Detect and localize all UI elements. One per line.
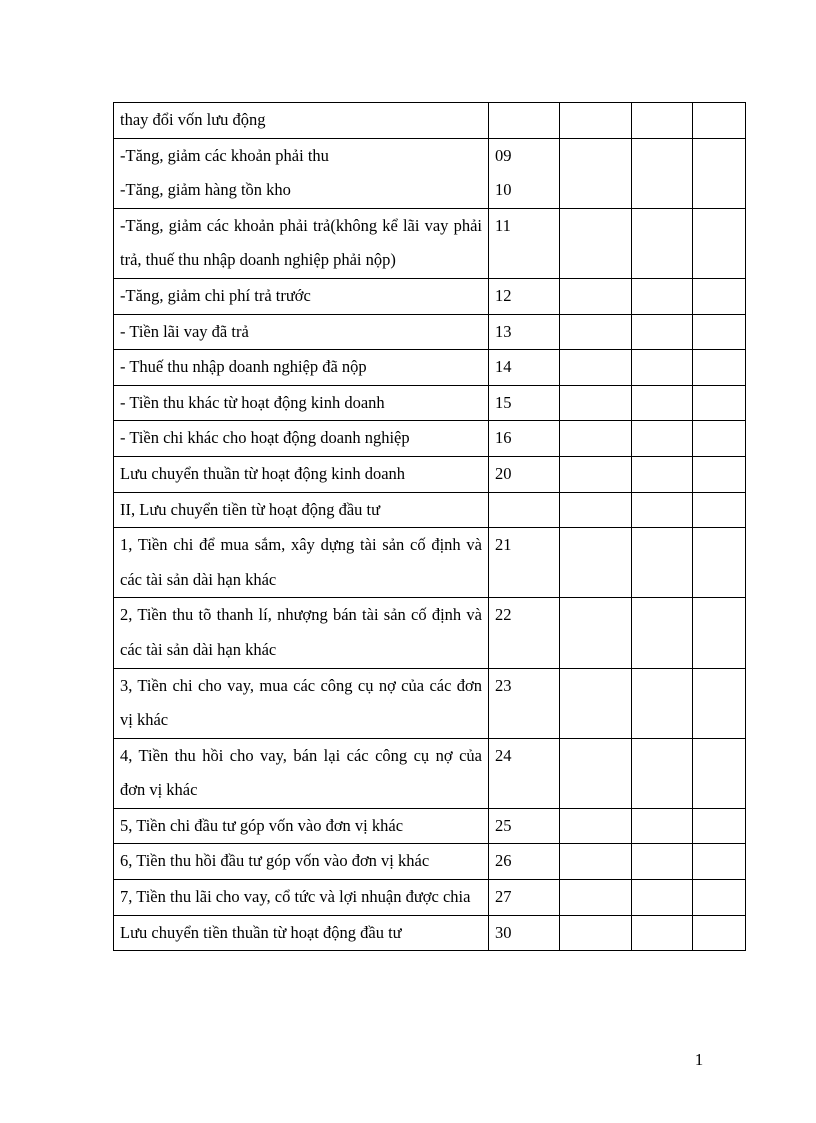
table-row bbox=[114, 314, 746, 350]
value-cell bbox=[560, 808, 632, 844]
value-cell bbox=[560, 314, 632, 350]
item-code: 30 bbox=[495, 922, 512, 942]
item-description: -Tăng, giảm hàng tồn kho bbox=[120, 180, 291, 200]
item-description-cell bbox=[114, 138, 489, 208]
item-description: - Tiền thu khác từ hoạt động kinh doanh bbox=[120, 392, 385, 412]
table-row bbox=[114, 668, 746, 738]
value-cell bbox=[632, 880, 693, 916]
value-cell bbox=[693, 598, 746, 668]
value-cell bbox=[560, 103, 632, 139]
item-code: 16 bbox=[495, 428, 512, 448]
item-description-cell bbox=[114, 808, 489, 844]
item-code-cell bbox=[489, 138, 560, 208]
item-description: 4, Tiền thu hồi cho vay, bán lại các công cụ nợ của đơn vị khác bbox=[120, 745, 482, 800]
value-cell bbox=[560, 668, 632, 738]
value-cell bbox=[693, 880, 746, 916]
item-code-cell bbox=[489, 208, 560, 278]
item-code-cell bbox=[489, 738, 560, 808]
item-code-cell bbox=[489, 350, 560, 386]
item-code-cell bbox=[489, 528, 560, 598]
item-description: 5, Tiền chi đầu tư góp vốn vào đơn vị khác bbox=[120, 815, 404, 835]
item-code-cell bbox=[489, 880, 560, 916]
item-code-cell bbox=[489, 421, 560, 457]
item-code: 24 bbox=[495, 745, 512, 765]
value-cell bbox=[693, 385, 746, 421]
item-description: Lưu chuyển thuần từ hoạt động kinh doanh bbox=[120, 463, 406, 483]
item-code: 23 bbox=[495, 675, 512, 695]
item-description-cell bbox=[114, 208, 489, 278]
value-cell bbox=[632, 668, 693, 738]
item-code-cell bbox=[489, 385, 560, 421]
value-cell bbox=[560, 421, 632, 457]
value-cell bbox=[693, 915, 746, 951]
value-cell bbox=[632, 456, 693, 492]
table-row bbox=[114, 844, 746, 880]
item-description: 3, Tiền chi cho vay, mua các công cụ nợ của các đơn vị khác bbox=[120, 675, 482, 730]
item-description-cell bbox=[114, 314, 489, 350]
table-row bbox=[114, 278, 746, 314]
value-cell bbox=[693, 278, 746, 314]
item-code: 13 bbox=[495, 321, 512, 341]
item-description: 6, Tiền thu hồi đầu tư góp vốn vào đơn vị khác bbox=[120, 851, 430, 871]
value-cell bbox=[632, 738, 693, 808]
item-description: - Thuế thu nhập doanh nghiệp đã nộp bbox=[120, 357, 367, 377]
value-cell bbox=[560, 844, 632, 880]
item-code-cell bbox=[489, 808, 560, 844]
item-description-cell bbox=[114, 456, 489, 492]
value-cell bbox=[560, 880, 632, 916]
item-code: 09 bbox=[495, 145, 512, 165]
item-code: 10 bbox=[495, 180, 512, 200]
item-description-cell bbox=[114, 421, 489, 457]
value-cell bbox=[560, 738, 632, 808]
item-code: 21 bbox=[495, 535, 512, 555]
item-code: 14 bbox=[495, 357, 512, 377]
value-cell bbox=[560, 278, 632, 314]
value-cell bbox=[632, 103, 693, 139]
item-description-cell bbox=[114, 880, 489, 916]
item-code-cell bbox=[489, 456, 560, 492]
table-row bbox=[114, 915, 746, 951]
item-code: 27 bbox=[495, 887, 512, 907]
item-description: 1, Tiền chi để mua sắm, xây dựng tài sản cố định và các tài sản dài hạn khác bbox=[120, 535, 482, 589]
table-row bbox=[114, 421, 746, 457]
item-description: II, Lưu chuyển tiền từ hoạt động đầu tư bbox=[120, 499, 381, 519]
value-cell bbox=[693, 844, 746, 880]
item-description-cell bbox=[114, 492, 489, 528]
item-description-cell bbox=[114, 598, 489, 668]
cash-flow-table-body bbox=[114, 103, 746, 951]
value-cell bbox=[632, 208, 693, 278]
item-code: 15 bbox=[495, 392, 512, 412]
value-cell bbox=[693, 808, 746, 844]
item-description: thay đổi vốn lưu động bbox=[120, 110, 266, 129]
table-row bbox=[114, 350, 746, 386]
item-description-cell bbox=[114, 738, 489, 808]
value-cell bbox=[693, 528, 746, 598]
value-cell bbox=[560, 598, 632, 668]
item-description: Lưu chuyển tiền thuần từ hoạt động đầu tư bbox=[120, 922, 402, 942]
value-cell bbox=[693, 350, 746, 386]
value-cell bbox=[560, 492, 632, 528]
table-row bbox=[114, 738, 746, 808]
value-cell bbox=[632, 385, 693, 421]
table-row bbox=[114, 808, 746, 844]
item-description-cell bbox=[114, 350, 489, 386]
value-cell bbox=[693, 314, 746, 350]
item-code-cell bbox=[489, 278, 560, 314]
item-description-cell bbox=[114, 385, 489, 421]
item-code-cell bbox=[489, 668, 560, 738]
value-cell bbox=[632, 808, 693, 844]
table-row bbox=[114, 385, 746, 421]
page-number: 1 bbox=[694, 1050, 704, 1069]
item-description-cell bbox=[114, 668, 489, 738]
item-code-cell bbox=[489, 598, 560, 668]
item-code-cell bbox=[489, 844, 560, 880]
table-row bbox=[114, 492, 746, 528]
table-row bbox=[114, 208, 746, 278]
item-description: - Tiền chi khác cho hoạt động doanh nghiệp bbox=[120, 428, 410, 448]
item-code-cell bbox=[489, 915, 560, 951]
value-cell bbox=[693, 492, 746, 528]
value-cell bbox=[693, 138, 746, 208]
value-cell bbox=[693, 738, 746, 808]
item-description: 2, Tiền thu tõ thanh lí, nhượng bán tài sản cố định và các tài sản dài hạn khác bbox=[120, 605, 482, 659]
table-row bbox=[114, 880, 746, 916]
item-code-cell bbox=[489, 492, 560, 528]
item-description: -Tăng, giảm chi phí trả trước bbox=[120, 285, 311, 305]
item-description-cell bbox=[114, 844, 489, 880]
item-code: 12 bbox=[495, 285, 512, 305]
table-row bbox=[114, 598, 746, 668]
value-cell bbox=[632, 421, 693, 457]
value-cell bbox=[632, 528, 693, 598]
value-cell bbox=[560, 138, 632, 208]
value-cell bbox=[693, 103, 746, 139]
item-description-cell bbox=[114, 528, 489, 598]
item-code bbox=[495, 493, 553, 528]
item-description: -Tăng, giảm các khoản phải thu bbox=[120, 145, 329, 165]
value-cell bbox=[560, 915, 632, 951]
value-cell bbox=[632, 138, 693, 208]
value-cell bbox=[560, 528, 632, 598]
item-description: -Tăng, giảm các khoản phải trả(không kể lãi vay phải trả, thuế thu nhập doanh nghiệp phải nộp) bbox=[120, 215, 482, 270]
item-code: 20 bbox=[495, 463, 512, 483]
table-row bbox=[114, 456, 746, 492]
value-cell bbox=[632, 278, 693, 314]
value-cell bbox=[632, 598, 693, 668]
item-code-cell bbox=[489, 314, 560, 350]
item-code: 26 bbox=[495, 851, 512, 871]
value-cell bbox=[560, 350, 632, 386]
item-description-cell bbox=[114, 915, 489, 951]
item-code: 22 bbox=[495, 605, 512, 625]
value-cell bbox=[632, 915, 693, 951]
cash-flow-table bbox=[113, 102, 746, 951]
value-cell bbox=[693, 208, 746, 278]
table-row bbox=[114, 528, 746, 598]
value-cell bbox=[632, 314, 693, 350]
item-code: 11 bbox=[495, 215, 511, 235]
item-code bbox=[495, 103, 553, 138]
item-description: - Tiền lãi vay đã trả bbox=[120, 321, 249, 341]
item-description-cell bbox=[114, 278, 489, 314]
value-cell bbox=[693, 421, 746, 457]
value-cell bbox=[693, 668, 746, 738]
value-cell bbox=[560, 208, 632, 278]
item-code-cell bbox=[489, 103, 560, 139]
table-row bbox=[114, 103, 746, 139]
item-code: 25 bbox=[495, 815, 512, 835]
table-row bbox=[114, 138, 746, 208]
value-cell bbox=[693, 456, 746, 492]
value-cell bbox=[632, 492, 693, 528]
item-description-cell bbox=[114, 103, 489, 139]
value-cell bbox=[560, 456, 632, 492]
value-cell bbox=[632, 844, 693, 880]
item-description: 7, Tiền thu lãi cho vay, cổ tức và lợi nhuận được chia bbox=[120, 887, 471, 907]
value-cell bbox=[560, 385, 632, 421]
value-cell bbox=[632, 350, 693, 386]
